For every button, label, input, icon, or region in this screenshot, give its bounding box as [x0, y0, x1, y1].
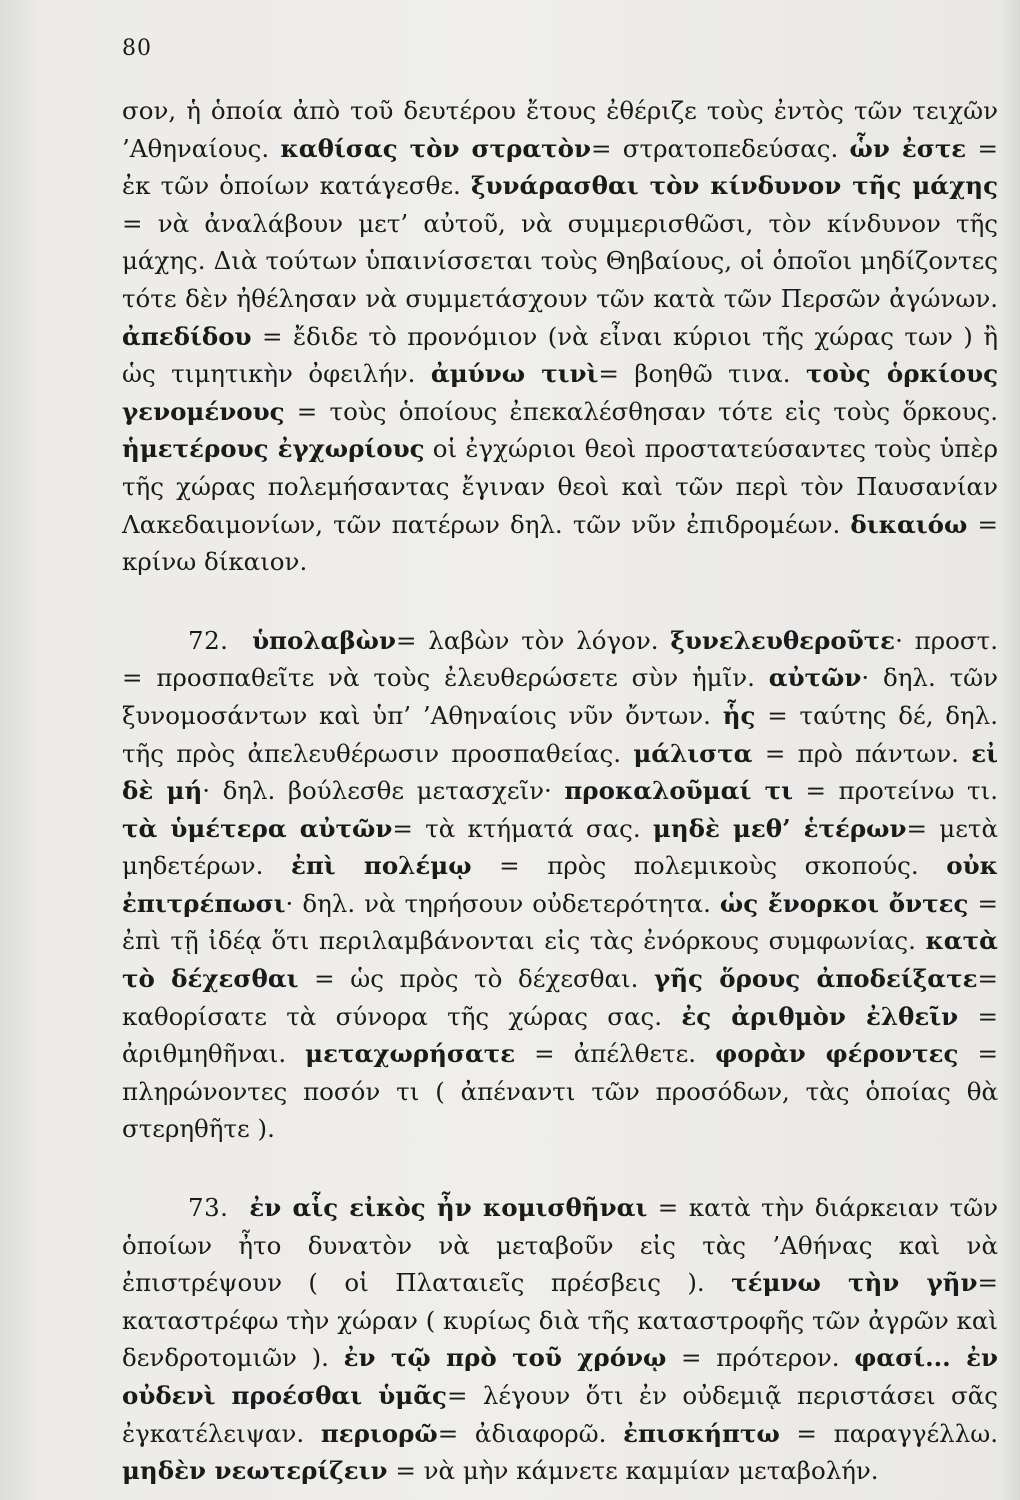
gloss-text: = ὡς πρὸς τὸ δέχεσθαι.	[298, 964, 655, 994]
gloss-text: = καθορίσατε τὰ σύνορα τῆς χώρας σας.	[122, 964, 998, 1031]
gloss-text: = λαβὼν τὸν λόγον.	[395, 625, 671, 655]
paragraph-72	[122, 622, 998, 1148]
lemma-term: αὐτῶν	[768, 663, 862, 693]
gloss-text: = ἀριθμηθῆναι.	[122, 1001, 998, 1069]
commentary-text	[122, 92, 998, 1490]
lemma-term: τέμνω τὴν γῆν	[731, 1268, 978, 1298]
lemma-term: ἐπισκήπτω	[623, 1418, 780, 1448]
gloss-text: = ἀπέλθετε.	[515, 1039, 716, 1069]
lemma-term: τὰ ὑμέτερα αὐτῶν	[122, 813, 393, 843]
lemma-term: καθίσας τὸν στρατὸν	[280, 133, 592, 163]
lemma-term: μεταχωρήσατε	[305, 1039, 516, 1069]
gloss-text: = κατὰ τὴν διάρκειαν τῶν ὁποίων ἦτο δυνατὸν νὰ μεταβοῦν εἰς τὰς ’Αθήνας καὶ νὰ ἐπιστρέψουν ( οἱ Πλαταιεῖς πρέσβεις ).	[122, 1193, 998, 1298]
gloss-text: = πληρώνοντες ποσόν τι ( ἀπέναντι τῶν προσόδων, τὰς ὁποίας θὰ στερηθῆτε ).	[122, 1039, 998, 1144]
gloss-text: = νὰ μὴν κάμνετε καμμίαν μεταβολήν.	[387, 1456, 879, 1486]
lemma-term: εἰ δὲ μή	[122, 738, 998, 806]
lemma-term: ἧς	[722, 700, 756, 730]
gloss-text: = πρὸς πολεμικοὺς σκοπούς.	[471, 851, 947, 881]
lemma-term: ἡμετέρους ἐγχωρίους	[122, 434, 425, 464]
gloss-text: = πρότερον.	[666, 1343, 855, 1373]
lemma-term: περιορῶ	[320, 1418, 438, 1448]
gloss-text: · προστ. = προσπαθεῖτε νὰ τοὺς ἐλευθερώσετε σὺν ἡμῖν.	[122, 625, 998, 693]
page-number: 80	[122, 36, 152, 61]
gloss-text: = ἔδιδε τὸ προνόμιον (νὰ εἶναι κύριοι τῆς χώρας των ) ἢ ὡς τιμητικὴν ὀφειλήν.	[122, 321, 998, 389]
lemma-term: ἐς ἀριθμὸν ἐλθεῖν	[681, 1001, 959, 1031]
gloss-text: = στρατοπεδεύσας.	[591, 133, 850, 163]
paragraph-73	[122, 1189, 998, 1490]
gloss-text: · δηλ. τῶν ξυνομοσάντων καὶ ὑπ’ ’Αθηναίοις νῦν ὄντων.	[122, 663, 998, 730]
gloss-text: = ἐκ τῶν ὁποίων κατάγεσθε.	[122, 133, 999, 201]
gloss-text: = νὰ ἀναλάβουν μετ’ αὐτοῦ, νὰ συμμερισθῶσι, τὸν κίνδυνον τῆς μάχης. Διὰ τούτων ὑπαινίσσεται τοὺς Θηβαίους, οἱ ὁποῖοι μηδίζοντες τότε δὲν ἠθέλησαν νὰ συμμετάσχουν τῶν κατὰ τῶν Περσῶν ἀγώνων.	[122, 208, 998, 313]
lemma-term: μηδὲν νεωτερίζειν	[122, 1456, 388, 1486]
gloss-text: = μετὰ μηδετέρων.	[122, 813, 999, 881]
lemma-term: οὐκ ἐπιτρέπωσι	[122, 851, 998, 918]
gloss-text: = προτείνω τι.	[792, 776, 998, 806]
gloss-text: = ταύτης δέ, δηλ. τῆς πρὸς ἀπελευθέρωσιν προσπαθείας.	[122, 700, 998, 768]
lemma-term: φασί... ἐν οὐδενὶ προέσθαι ὑμᾶς	[122, 1343, 999, 1410]
lemma-term: μηδὲ μεθ’ ἑτέρων	[652, 813, 907, 843]
lemma-term: ὡς ἔνορκοι ὄντες	[719, 888, 969, 918]
paragraph-number: 72.	[188, 625, 229, 655]
lemma-term: ἐν αἷς εἰκὸς ἦν κομισθῆναι	[249, 1193, 648, 1223]
gloss-text: = τὰ κτήματά σας.	[392, 813, 653, 843]
gloss-text: · δηλ. νὰ τηρήσουν οὐδετερότητα.	[285, 888, 720, 918]
lemma-term: ὑπολαβὼν	[252, 625, 396, 655]
lemma-term: τοὺς ὁρκίους γενομένους	[122, 359, 998, 426]
gloss-text: = ἐπὶ τῇ ἰδέᾳ ὅτι περιλαμβάνονται εἰς τὰς ἐνόρκους συμφωνίας.	[122, 888, 998, 956]
lemma-term: φορὰν φέροντες	[715, 1039, 959, 1069]
lemma-term: ὧν ἐστε	[849, 133, 967, 163]
gloss-text: = κρίνω δίκαιον.	[122, 509, 998, 577]
gloss-text: = ἀδιαφορῶ.	[437, 1418, 624, 1448]
gloss-text: = παραγγέλλω.	[779, 1418, 999, 1448]
gloss-text: = καταστρέφω τὴν χώραν ( κυρίως διὰ τῆς καταστροφῆς τῶν ἀγρῶν καὶ δενδροτομιῶν ).	[122, 1268, 998, 1373]
gloss-text: · δηλ. βούλεσθε μετασχεῖν·	[202, 776, 565, 806]
gloss-text: = πρὸ πάντων.	[752, 738, 972, 768]
lemma-term: ἀπεδίδου	[122, 321, 252, 351]
lemma-term: δικαιόω	[850, 509, 968, 539]
lemma-term: ξυνάρασθαι τὸν κίνδυνον τῆς μάχης	[471, 171, 998, 201]
gloss-text: = λέγουν ὅτι ἐν οὐδεμιᾷ περιστάσει σᾶς ἐγκατέλειψαν.	[122, 1381, 998, 1448]
gloss-text: οἱ ἐγχώριοι θεοὶ προστατεύσαντες τοὺς ὑπὲρ τῆς χώρας πολεμήσαντας ἔγιναν θεοὶ καὶ τῶν περὶ τὸν Παυσανίαν Λακεδαιμονίων, τῶν πατέρων δηλ. τῶν νῦν ἐπιδρομέων.	[122, 434, 999, 539]
lemma-term: ἀμύνω τινὶ	[430, 359, 599, 389]
lemma-term: ἐπὶ πολέμῳ	[290, 851, 472, 881]
lemma-term: κατὰ τὸ δέχεσθαι	[122, 926, 998, 994]
gloss-text: σον, ἡ ὁποία ἀπὸ τοῦ δευτέρου ἔτους ἐθέριζε τοὺς ἐντὸς τῶν τειχῶν ’Αθηναίους.	[122, 96, 998, 163]
gloss-text: = βοηθῶ τινα.	[598, 359, 806, 389]
lemma-term: μάλιστα	[633, 738, 753, 768]
paragraph-continuation	[122, 92, 998, 581]
lemma-term: γῆς ὅρους ἀποδείξατε	[654, 964, 978, 994]
lemma-term: ξυνελευθεροῦτε	[670, 625, 896, 655]
gloss-text: = τοὺς ὁποίους ἐπεκαλέσθησαν τότε εἰς τοὺς ὅρκους.	[284, 396, 998, 426]
lemma-term: προκαλοῦμαί τι	[564, 776, 793, 806]
lemma-term: ἐν τῷ πρὸ τοῦ χρόνῳ	[343, 1343, 667, 1373]
paragraph-number: 73.	[188, 1193, 229, 1223]
